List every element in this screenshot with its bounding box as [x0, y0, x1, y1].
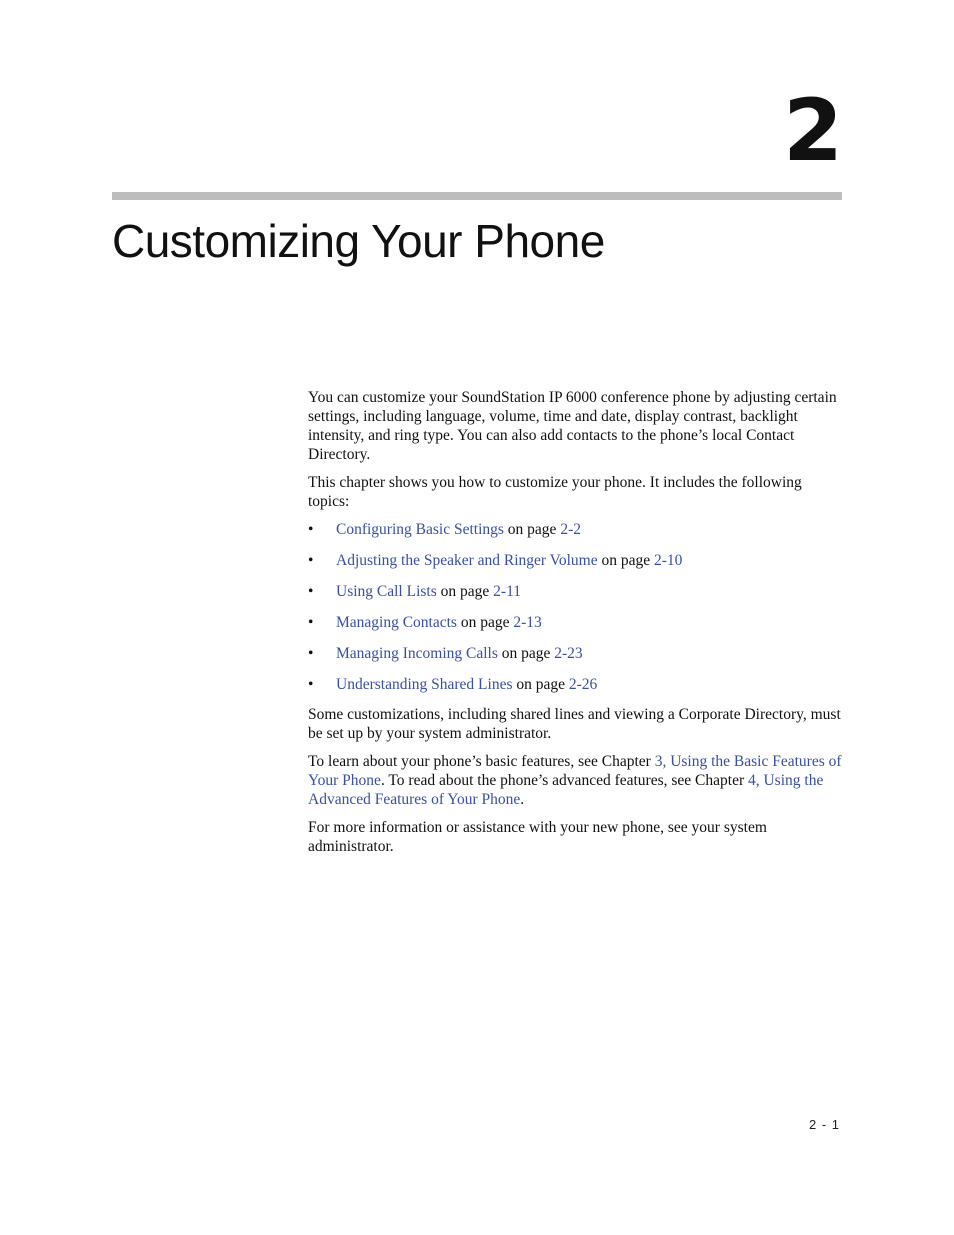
intro-paragraph: You can customize your SoundStation IP 6000 conference phone by adjusting certain settings, including language, volume, time and date, display contrast, backlight intensity, and ring type. You can also add contacts to the phone’s local Contact Directory.: [308, 389, 837, 463]
on-page-text: on page: [436, 583, 494, 600]
list-item: [308, 613, 842, 644]
assistance-paragraph: For more information or assistance with your new phone, see your system administrator.: [308, 819, 767, 855]
on-page-text: on page: [497, 645, 555, 662]
topic-link[interactable]: Managing Contacts: [336, 614, 457, 631]
list-item: [308, 551, 842, 582]
bullet: •: [308, 645, 314, 662]
topics-list: [308, 520, 842, 696]
on-page-text: on page: [503, 521, 561, 538]
topic-link[interactable]: Adjusting the Speaker and Ringer Volume: [336, 552, 598, 569]
bullet: •: [308, 552, 314, 569]
bullet: •: [308, 676, 314, 693]
on-page-text: on page: [456, 614, 514, 631]
page-link[interactable]: 2-2: [560, 521, 581, 538]
topic-link[interactable]: Understanding Shared Lines: [336, 676, 513, 693]
topic-link[interactable]: Configuring Basic Settings: [336, 521, 504, 538]
page-link[interactable]: 2-13: [513, 614, 542, 631]
customizations-note: Some customizations, including shared lines and viewing a Corporate Directory, must be set up by your system administrator.: [308, 706, 841, 742]
list-item: [308, 520, 842, 551]
learn-more-paragraph: [308, 752, 842, 809]
advanced-features-link[interactable]: 4, Using the Advanced Features of Your Phone: [308, 772, 824, 808]
topics-intro-paragraph: This chapter shows you how to customize your phone. It includes the following topics:: [308, 474, 802, 510]
chapter-rule: [112, 192, 842, 200]
list-item: [308, 582, 842, 613]
chapter-body: [308, 388, 842, 865]
list-item: [308, 644, 842, 675]
page-link[interactable]: 2-11: [493, 583, 521, 600]
page-link[interactable]: 2-26: [568, 676, 598, 693]
learn-more-prefix: To learn about your phone’s basic features, see Chapter: [308, 753, 655, 770]
topic-link[interactable]: Using Call Lists: [336, 583, 437, 600]
bullet: •: [308, 583, 314, 600]
page-number: 2 - 1: [808, 1117, 840, 1132]
page-link[interactable]: 2-23: [554, 645, 583, 662]
learn-more-suffix: .: [520, 791, 525, 808]
list-item: [308, 675, 842, 696]
chapter-number: 2: [783, 81, 841, 181]
bullet: •: [308, 614, 314, 631]
basic-features-link[interactable]: 3, Using the Basic Features of Your Phone: [308, 753, 842, 789]
bullet: •: [308, 521, 314, 538]
learn-more-middle: . To read about the phone’s advanced features, see Chapter: [380, 772, 748, 789]
on-page-text: on page: [597, 552, 654, 569]
on-page-text: on page: [512, 676, 569, 693]
chapter-title: Customizing Your Phone: [112, 215, 605, 267]
topic-link[interactable]: Managing Incoming Calls: [336, 645, 498, 662]
page-link[interactable]: 2-10: [654, 552, 683, 569]
